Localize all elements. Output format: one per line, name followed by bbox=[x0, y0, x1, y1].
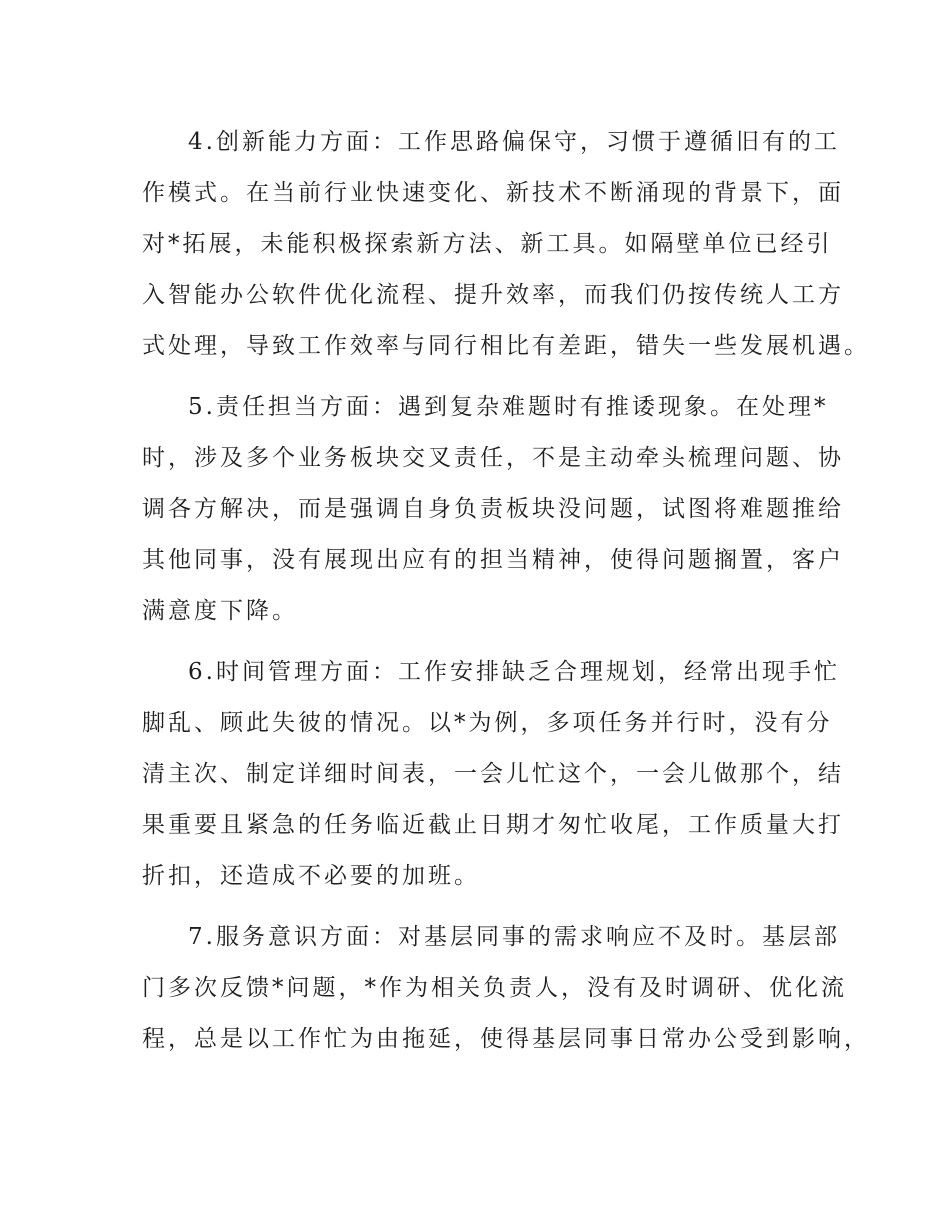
paragraph-line: 调各方解决，而是强调自身负责板块没问题，试图将难题推给 bbox=[142, 496, 844, 522]
paragraph-line: 4.创新能力方面：工作思路偏保守，习惯于遵循旧有的工 bbox=[188, 129, 840, 155]
paragraph-line: 式处理，导致工作效率与同行相比有差距，错失一些发展机遇。 bbox=[142, 333, 870, 359]
paragraph-line: 门多次反馈*问题，*作为相关负责人，没有及时调研、优化流 bbox=[142, 975, 847, 1001]
paragraph-line: 脚乱、顾此失彼的情况。以*为例，多项任务并行时，没有分 bbox=[142, 710, 833, 736]
paragraph-line: 程，总是以工作忙为由拖延，使得基层同事日常办公受到影响， bbox=[142, 1026, 870, 1052]
paragraph-line: 对*拓展，未能积极探索新方法、新工具。如隔壁单位已经引 bbox=[142, 231, 833, 257]
paragraph-line: 满意度下降。 bbox=[142, 598, 298, 624]
paragraph-line: 5.责任担当方面：遇到复杂难题时有推诿现象。在处理* bbox=[188, 394, 829, 420]
paragraph-line: 折扣，还造成不必要的加班。 bbox=[142, 863, 480, 889]
paragraph-line: 入智能办公软件优化流程、提升效率，而我们仍按传统人工方 bbox=[142, 282, 844, 308]
paragraph-line: 果重要且紧急的任务临近截止日期才匆忙收尾，工作质量大打 bbox=[142, 812, 844, 838]
paragraph-line: 7.服务意识方面：对基层同事的需求响应不及时。基层部 bbox=[188, 924, 840, 950]
paragraph-line: 其他同事，没有展现出应有的担当精神，使得问题搁置，客户 bbox=[142, 547, 844, 573]
paragraph-line: 时，涉及多个业务板块交叉责任，不是主动牵头梳理问题、协 bbox=[142, 445, 844, 471]
paragraph-line: 6.时间管理方面：工作安排缺乏合理规划，经常出现手忙 bbox=[188, 659, 840, 685]
paragraph-line: 清主次、制定详细时间表，一会儿忙这个，一会儿做那个，结 bbox=[142, 761, 844, 787]
paragraph-line: 作模式。在当前行业快速变化、新技术不断涌现的背景下，面 bbox=[142, 180, 844, 206]
